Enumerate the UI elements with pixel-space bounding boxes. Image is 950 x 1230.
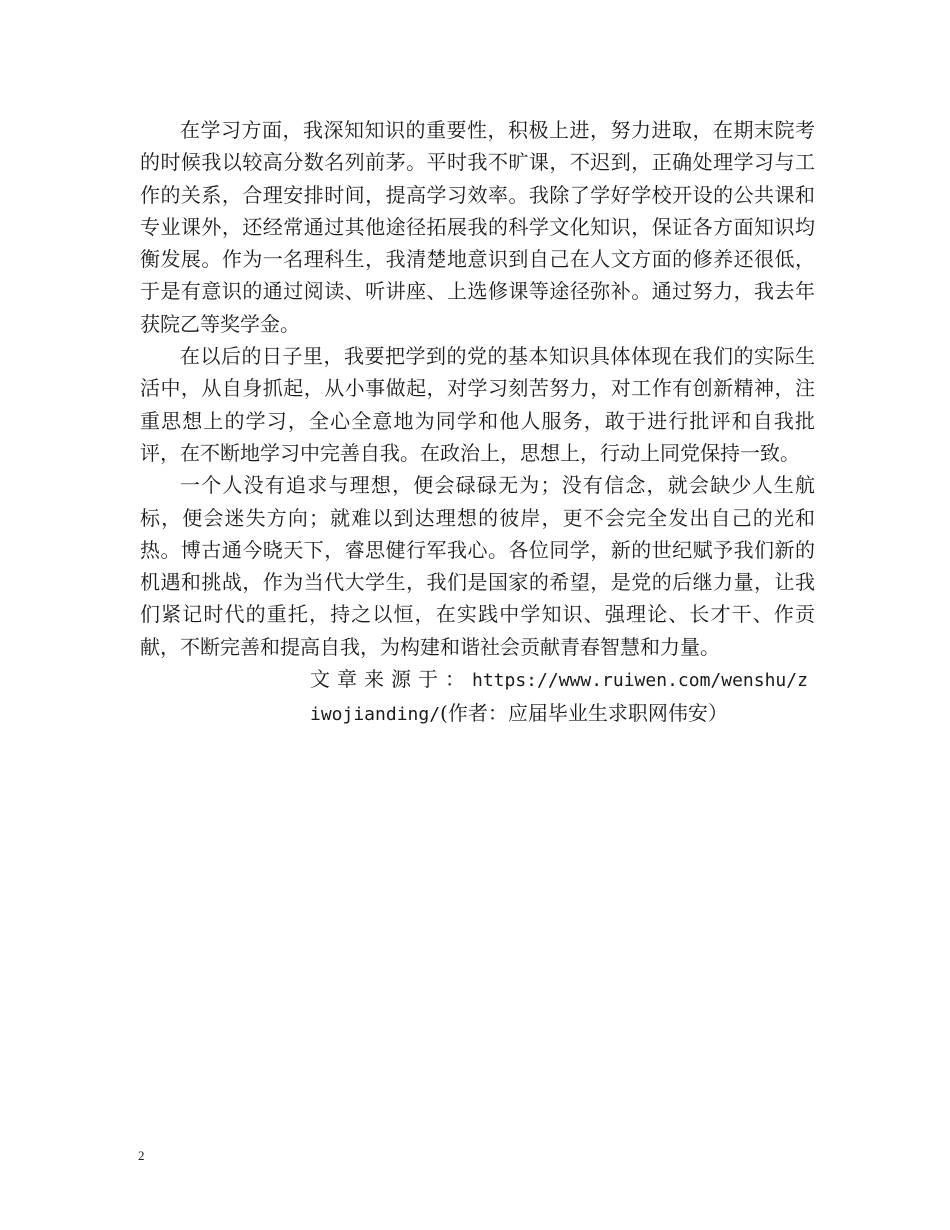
document-body: [140, 114, 815, 732]
paragraph-future: 在以后的日子里，我要把学到的党的基本知识具体体现在我们的实际生活中，从自身抓起，从小事做起，对学习刻苦努力，对工作有创新精神，注重思想上的学习，全心全意地为同学和他人服务，敢于进行批评和自我批评，在不断地学习中完善自我。在政治上，思想上，行动上同党保持一致。: [140, 344, 815, 465]
page-number: 2: [138, 1148, 145, 1163]
paragraph-ideals: 一个人没有追求与理想，便会碌碌无为；没有信念，就会缺少人生航标，便会迷失方向；就难以到达理想的彼岸，更不会完全发出自己的光和热。博古通今晓天下，睿思健行军我心。各位同学，新的世纪赋予我们新的机遇和挑战，作为当代大学生，我们是国家的希望，是党的后继力量，让我们紧记时代的重托，持之以恒，在实践中学知识、强理论、长才干、作贡献，不断完善和提高自我，为构建和谐社会贡献青春智慧和力量。: [140, 473, 815, 659]
source-label: 文章来源于：: [310, 667, 472, 692]
source-url-link[interactable]: https://www.ruiwen.com/wenshu/ziwojianding/: [310, 670, 808, 726]
source-author: (作者：应届毕业生求职网伟安）: [440, 701, 728, 726]
paragraph-study: 在学习方面，我深知知识的重要性，积极上进，努力进取，在期末院考的时候我以较高分数名列前茅。平时我不旷课，不迟到，正确处理学习与工作的关系，合理安排时间，提高学习效率。我除了学好学校开设的公共课和专业课外，还经常通过其他途径拓展我的科学文化知识，保证各方面知识均衡发展。作为一名理科生，我清楚地意识到自己在人文方面的修养还很低，于是有意识的通过阅读、听讲座、上选修课等途径弥补。通过努力，我去年获院乙等奖学金。: [140, 118, 815, 336]
source-line: [140, 663, 815, 732]
